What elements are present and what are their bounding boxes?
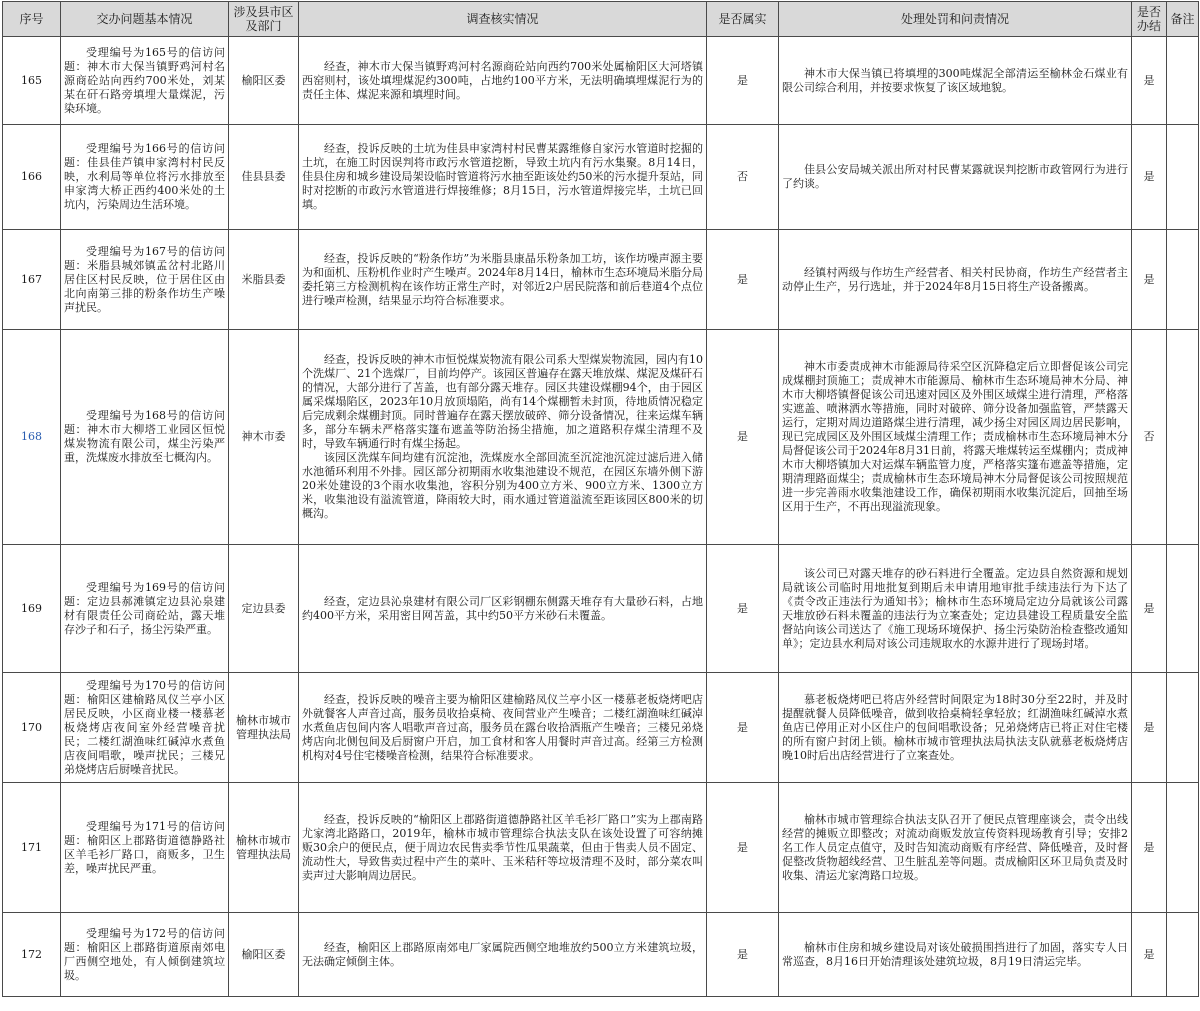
- remark-cell: [1167, 230, 1199, 330]
- investigation-paragraph: 经查，投诉反映的土坑为佳县申家湾村村民曹某露维修自家污水管道时挖掘的土坑，在施工时因误判将市政污水管道挖断，导致土坑内有污水集聚。8月14日，佳县住房和城乡建设局架设临时管道将污水抽至距该处约50米的污水提升泵站，同时对挖断的市政污水管道进行焊接维修；8月15日，污水管道焊接完毕，土坑已回填。: [302, 142, 703, 211]
- handling-cell: [779, 330, 1132, 545]
- table-row: [3, 330, 1199, 545]
- table-row: [3, 545, 1199, 673]
- handling-text: 经镇村两级与作坊生产经营者、相关村民协商，作坊生产经营者主动停止生产，另行选址，并于2024年8月15日将生产设备搬离。: [782, 265, 1128, 293]
- table-row: [3, 673, 1199, 783]
- handling-text: 榆林市住房和城乡建设局对该处破损围挡进行了加固，落实专人日常巡查，8月16日开始清理该处建筑垃圾，8月19日清运完毕。: [782, 940, 1128, 968]
- remark-cell: [1167, 37, 1199, 125]
- header-verified: 是否属实: [707, 2, 779, 37]
- header-closed: 是否办结: [1132, 2, 1167, 37]
- issue-text: 受理编号为171号的信访问题：榆阳区上郡路街道德静路社区羊毛衫厂路口，商贩多，卫生差，噪声扰民严重。: [64, 819, 225, 875]
- investigation-cell: [299, 330, 707, 545]
- issue-cell: [61, 230, 229, 330]
- handling-text: 神木市大保当镇已将填埋的300吨煤泥全部清运至榆林金石煤业有限公司综合利用，并按要求恢复了该区域地貌。: [782, 66, 1128, 94]
- investigation-paragraph: 经查，神木市大保当镇野鸡河村名源商砼站向西约700米处属榆阳区大河塔镇西窑则村，该处填埋煤泥约300吨，占地约100平方米，无法明确填埋煤泥行为的责任主体、煤泥来源和填埋时间。: [302, 59, 703, 101]
- issue-cell: [61, 37, 229, 125]
- remark-cell: [1167, 913, 1199, 997]
- verified-cell: 是: [707, 673, 779, 783]
- investigation-cell: [299, 545, 707, 673]
- issue-cell: [61, 125, 229, 230]
- closed-cell: 是: [1132, 545, 1167, 673]
- row-number: 165: [3, 37, 61, 125]
- verified-cell: 是: [707, 783, 779, 913]
- issue-cell: [61, 330, 229, 545]
- handling-text: 神木市委责成神木市能源局待采空区沉降稳定后立即督促该公司完成煤棚封顶施工；责成神木市能源局、榆林市生态环境局神木分局、神木市大柳塔镇督促该公司迅速对园区及外围区域煤尘进行清理，严格落实遮盖、喷淋洒水等措施，同时对破碎、筛分设备加强监管，严禁露天运行，定期对周边道路煤尘进行清理，减少扬尘对园区周边居民影响，现已完成园区及外围区域煤尘清理工作；责成榆林市生态环境局神木分局督促该公司于2024年8月31日前，将露天堆煤转运至煤棚内；责成神木市大柳塔镇加大对运煤车辆监管力度，严格落实篷布遮盖等措施，定期清理路面煤尘；责成榆林市生态环境局神木分局督促该公司按照规范进一步完善雨水收集池建设工作，确保初期雨水收集沉淀后，回抽至场区用于生产，不再出现溢流现象。: [782, 360, 1128, 513]
- row-number: 169: [3, 545, 61, 673]
- remark-cell: [1167, 783, 1199, 913]
- handling-cell: [779, 37, 1132, 125]
- issue-text: 受理编号为169号的信访问题：定边县郝滩镇定边县沁泉建材有限责任公司商砼站，露天堆存沙子和石子，扬尘污染严重。: [64, 580, 225, 636]
- investigation-paragraph: 该园区洗煤车间均建有沉淀池，洗煤废水全部回流至沉淀池沉淀过滤后进入储水池循环利用不外排。园区部分初期雨水收集池建设不规范，在园区东墙外侧下游20米处建设的3个雨水收集池，容积分别为400立方米、900立方米、1300立方米，收集池设有溢流管道，降雨较大时，雨水通过管道溢流至距该园区800米的切概沟。: [302, 451, 703, 520]
- table-row: [3, 783, 1199, 913]
- investigation-paragraph: 经查，投诉反映的噪音主要为榆阳区建榆路凤仪兰亭小区一楼慕老板烧烤吧店外就餐客人声音过高，服务员收拾桌椅、夜间营业产生噪音；二楼红湖渔味红碱淖水煮鱼店包间内客人唱歌声音过高，服务员在露台收拾酒瓶产生噪音；三楼兄弟烧烤店向北侧包间及后厨窗户开启，加工食材和客人用餐时声音过高。经第三方检测机构对4号住宅楼噪音检测，结果符合标准要求。: [302, 692, 703, 762]
- verified-cell: 是: [707, 37, 779, 125]
- remark-cell: [1167, 330, 1199, 545]
- table-row: [3, 37, 1199, 125]
- closed-cell: 是: [1132, 913, 1167, 997]
- row-number: 171: [3, 783, 61, 913]
- verified-cell: 是: [707, 230, 779, 330]
- issue-cell: [61, 545, 229, 673]
- complaint-table: [2, 1, 1199, 997]
- row-number: 172: [3, 913, 61, 997]
- closed-cell: 是: [1132, 125, 1167, 230]
- handling-text: 该公司已对露天堆存的砂石料进行全覆盖。定边县自然资源和规划局就该公司临时用地批复到期后未申请用地审批手续违法行为下达了《责令改正违法行为通知书》；榆林市生态环境局定边分局就该公司露天堆放砂石料未覆盖的违法行为立案查处；定边县建设工程质量安全监督站向该公司送达了《施工现场环境保护、扬尘污染防治检查整改通知单》；定边县水利局对该公司违规取水的水源井进行了现场封堵。: [782, 566, 1128, 650]
- header-issue: 交办问题基本情况: [61, 2, 229, 37]
- investigation-paragraph: 经查，投诉反映的神木市恒悦煤炭物流有限公司系大型煤炭物流园，园内有10个洗煤厂、21个选煤厂，目前均停产。该园区普遍存在露天堆放煤、煤泥及煤矸石的情况，大部分进行了苫盖，也有部分露天堆存。园区共建设煤棚94个，由于园区属采煤塌陷区，2023年10月放顶塌陷，尚有14个煤棚暂未封顶，待地质情况稳定后完成剩余煤棚封顶。同时普遍存在露天摆放破碎、筛分设备情况，往来运煤车辆多，部分车辆未严格落实篷布遮盖等防治扬尘措施，加之道路积存煤尘清理不及时，导致车辆通行时有煤尘扬起。: [302, 353, 703, 450]
- investigation-paragraph: 经查，定边县沁泉建材有限公司厂区彩钢棚东侧露天堆存有大量砂石料，占地约400平方米，采用密目网苫盖，其中约50平方米砂石未覆盖。: [302, 594, 703, 622]
- handling-text: 慕老板烧烤吧已将店外经营时间限定为18时30分至22时，并及时提醒就餐人员降低噪音，做到收拾桌椅轻拿轻放；红湖渔味红碱淖水煮鱼店已停用正对小区住户的包间唱歌设备；兄弟烧烤店已将正对住宅楼的所有窗户封闭上锁。榆林市城市管理执法局执法支队就慕老板烧烤店晚10时后出店经营进行了立案查处。: [782, 692, 1128, 762]
- investigation-cell: [299, 230, 707, 330]
- dept-cell: 神木市委: [229, 330, 299, 545]
- issue-text: 受理编号为167号的信访问题：米脂县城郊镇孟岔村北路川居住区村民反映，位于居住区由北向南第三排的粉条作坊生产噪声扰民。: [64, 244, 225, 314]
- investigation-cell: [299, 673, 707, 783]
- issue-cell: [61, 783, 229, 913]
- handling-text: 佳县公安局城关派出所对村民曹某露就误判挖断市政管网行为进行了约谈。: [782, 163, 1128, 190]
- dept-cell: 佳县县委: [229, 125, 299, 230]
- investigation-cell: [299, 783, 707, 913]
- issue-cell: [61, 673, 229, 783]
- dept-cell: 榆阳区委: [229, 37, 299, 125]
- remark-cell: [1167, 545, 1199, 673]
- handling-cell: [779, 125, 1132, 230]
- handling-cell: [779, 230, 1132, 330]
- handling-cell: [779, 783, 1132, 913]
- investigation-cell: [299, 37, 707, 125]
- dept-cell: 榆林市城市管理执法局: [229, 783, 299, 913]
- header-investigation: 调查核实情况: [299, 2, 707, 37]
- investigation-cell: [299, 913, 707, 997]
- closed-cell: 是: [1132, 230, 1167, 330]
- row-number: 167: [3, 230, 61, 330]
- closed-cell: 否: [1132, 330, 1167, 545]
- header-handling: 处理处罚和问责情况: [779, 2, 1132, 37]
- row-number: 170: [3, 673, 61, 783]
- header-remark: 备注: [1167, 2, 1199, 37]
- investigation-paragraph: 经查，投诉反映的“粉条作坊”为米脂县康晶乐粉条加工坊，该作坊噪声源主要为和面机、压粉机作业时产生噪声。2024年8月14日，榆林市生态环境局米脂分局委托第三方检测机构在该作坊正常生产时，对邻近2户居民院落和前后巷道4个点位进行噪声检测，结果显示均符合标准要求。: [302, 251, 703, 307]
- remark-cell: [1167, 673, 1199, 783]
- issue-text: 受理编号为166号的信访问题：佳县佳芦镇申家湾村村民反映，水利局等单位将污水排放至申家湾大桥正西约400米处的土坑内，污染周边生活环境。: [64, 142, 225, 211]
- dept-cell: 米脂县委: [229, 230, 299, 330]
- table-row: [3, 125, 1199, 230]
- closed-cell: 是: [1132, 783, 1167, 913]
- header-no: 序号: [3, 2, 61, 37]
- verified-cell: 是: [707, 545, 779, 673]
- investigation-paragraph: 经查，投诉反映的“榆阳区上郡路街道德静路社区羊毛衫厂路口”实为上郡南路尤家湾北路路口，2019年，榆林市城市管理综合执法支队在该处设置了可容纳摊贩30余户的便民点，便于周边农民售卖季节性瓜果蔬菜，但由于售卖人员不固定、流动性大，导致售卖过程中产生的菜叶、玉米秸秆等垃圾清理不及时，部分菜农叫卖声过大影响周边居民。: [302, 812, 703, 882]
- issue-text: 受理编号为172号的信访问题：榆阳区上郡路街道原南郊电厂西侧空地处，有人倾倒建筑垃圾。: [64, 926, 225, 982]
- table-row: [3, 230, 1199, 330]
- verified-cell: 是: [707, 913, 779, 997]
- table-row: [3, 913, 1199, 997]
- dept-cell: 榆林市城市管理执法局: [229, 673, 299, 783]
- closed-cell: 是: [1132, 37, 1167, 125]
- issue-text: 受理编号为165号的信访问题：神木市大保当镇野鸡河村名源商砼站向西约700米处，刘某某在矸石路旁填埋大量煤泥，污染环境。: [64, 45, 225, 115]
- handling-cell: [779, 913, 1132, 997]
- issue-text: 受理编号为168号的信访问题：神木市大柳塔工业园区恒悦煤炭物流有限公司，煤尘污染严重，洗煤废水排放至七概沟内。: [64, 409, 225, 464]
- table-header-row: [3, 2, 1199, 37]
- issue-cell: [61, 913, 229, 997]
- remark-cell: [1167, 125, 1199, 230]
- row-number: 168: [3, 330, 61, 545]
- investigation-paragraph: 经查，榆阳区上郡路原南郊电厂家属院西侧空地堆放约500立方米建筑垃圾，无法确定倾倒主体。: [302, 940, 703, 968]
- verified-cell: 否: [707, 125, 779, 230]
- dept-cell: 定边县委: [229, 545, 299, 673]
- dept-cell: 榆阳区委: [229, 913, 299, 997]
- investigation-cell: [299, 125, 707, 230]
- handling-text: 榆林市城市管理综合执法支队召开了便民点管理座谈会，责令出线经营的摊贩立即整改；对流动商贩发放宣传资料现场教育引导；安排2名工作人员定点值守，及时告知流动商贩有序经营、降低噪音，及时督促整改货物超线经营、卫生脏乱差等问题。责成榆阳区环卫局负责及时收集、清运尤家湾路口垃圾。: [782, 812, 1128, 882]
- handling-cell: [779, 545, 1132, 673]
- closed-cell: 是: [1132, 673, 1167, 783]
- verified-cell: 是: [707, 330, 779, 545]
- header-dept: 涉及县市区及部门: [229, 2, 299, 37]
- issue-text: 受理编号为170号的信访问题：榆阳区建榆路凤仪兰亭小区居民反映，小区商业楼一楼慕老板烧烤店夜间室外经营噪音扰民；二楼红湖渔味红碱淖水煮鱼店夜间唱歌，噪声扰民；三楼兄弟烧烤店后厨噪音扰民。: [64, 678, 225, 776]
- handling-cell: [779, 673, 1132, 783]
- row-number: 166: [3, 125, 61, 230]
